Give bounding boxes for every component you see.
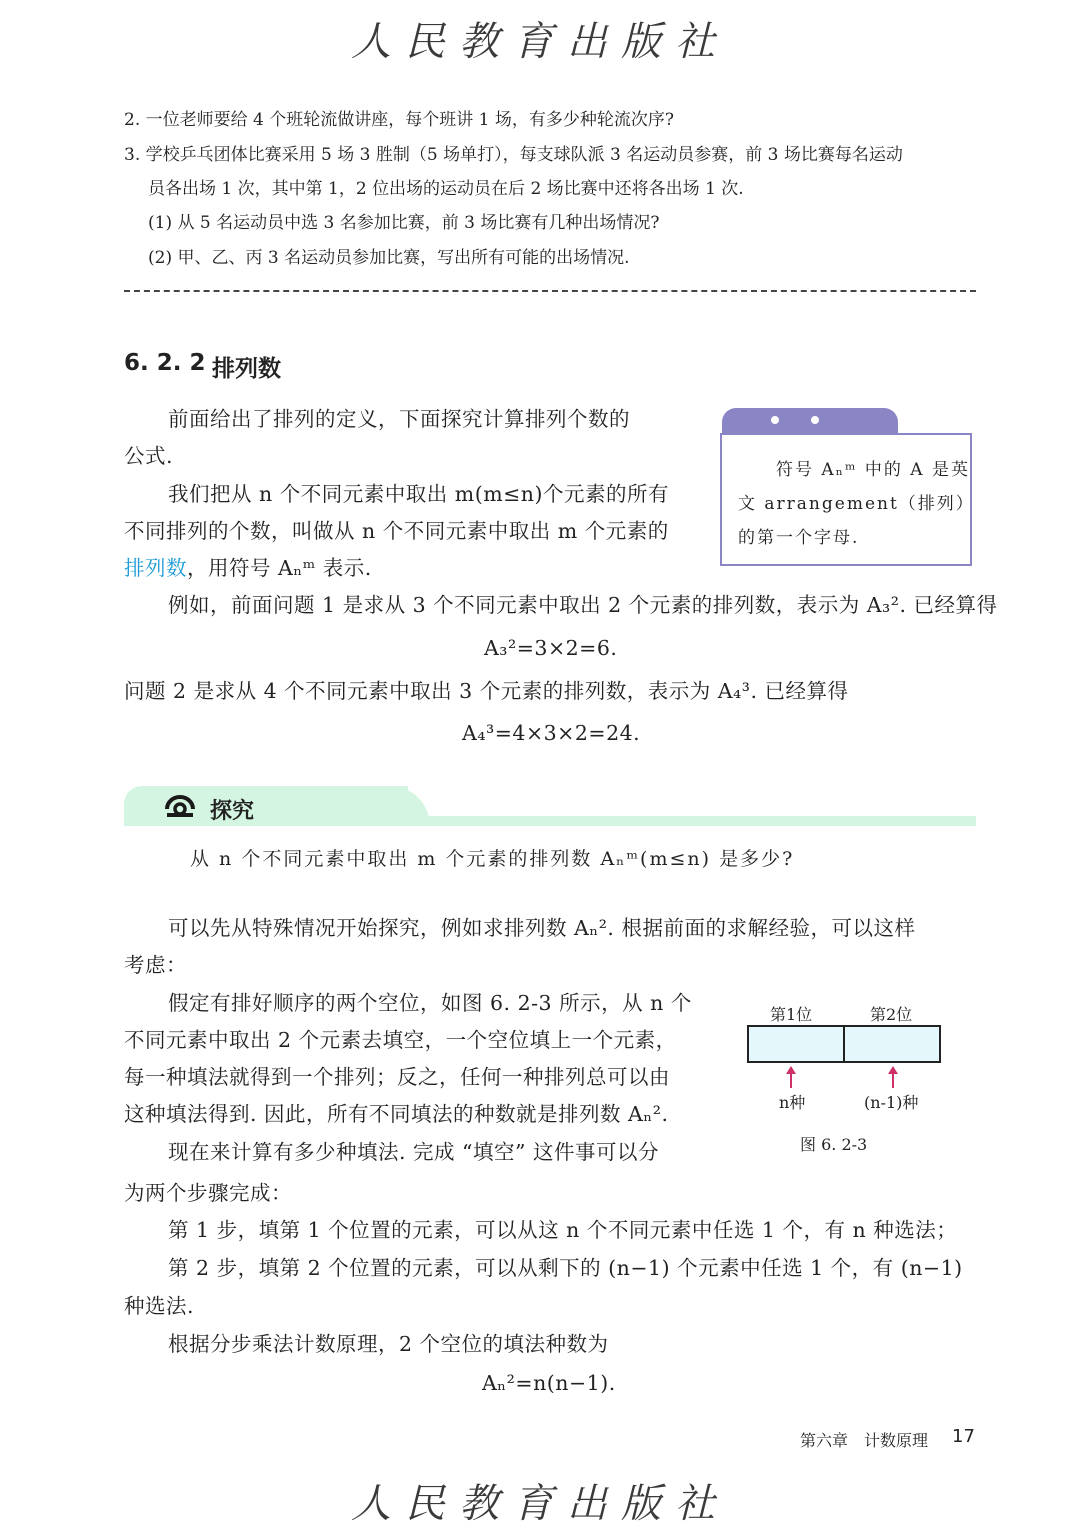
- section-divider: [124, 290, 976, 292]
- paragraph-2-line3: [124, 555, 372, 581]
- step-2-line2: 种选法.: [124, 1294, 195, 1318]
- figure-caption: 图 6. 2-3: [800, 1135, 868, 1154]
- paragraph-6-line4: 这种填法得到. 因此，所有不同填法的种数就是排列数 Aₙ².: [124, 1102, 669, 1126]
- paragraph-5-line1: 可以先从特殊情况开始探究，例如求排列数 Aₙ². 根据前面的求解经验，可以这样: [168, 916, 916, 940]
- step-2-line1: 第 2 步，填第 2 个位置的元素，可以从剩下的 (n−1) 个元素中任选 1 个，有 (n−1): [168, 1256, 963, 1280]
- paragraph-6-line3: 每一种填法就得到一个排列；反之，任何一种排列总可以由: [124, 1065, 670, 1089]
- step-1: 第 1 步，填第 1 个位置的元素，可以从这 n 个不同元素中任选 1 个，有 n 种选法；: [168, 1218, 958, 1242]
- explore-title: 探究: [210, 799, 255, 824]
- figure-slot1-label: 第1位: [770, 1005, 813, 1024]
- paragraph-2-line2: 不同排列的个数，叫做从 n 个不同元素中取出 m 个元素的: [124, 519, 669, 543]
- paragraph-4-line1: 问题 2 是求从 4 个不同元素中取出 3 个元素的排列数，表示为 A₄³. 已经算得: [124, 679, 849, 703]
- exercise-2: 2. 一位老师要给 4 个班轮流做讲座，每个班讲 1 场，有多少种轮流次序?: [124, 110, 674, 130]
- paragraph-7-line2: 为两个步骤完成：: [124, 1181, 292, 1205]
- exercise-3-line1: 3. 学校乒乓团体比赛采用 5 场 3 胜制（5 场单打），每支球队派 3 名运动员参赛，前 3 场比赛每名运动: [124, 145, 903, 165]
- figure-choice-2: (n-1)种: [864, 1093, 919, 1112]
- paragraph-6-line1: 假定有排好顺序的两个空位，如图 6. 2-3 所示，从 n 个: [168, 991, 692, 1015]
- note-tab: [722, 408, 898, 435]
- note-line3: 的第一个字母.: [738, 528, 860, 548]
- equation-3: Aₙ²=n(n−1).: [482, 1371, 616, 1395]
- paragraph-2-line1: 我们把从 n 个不同元素中取出 m(m≤n)个元素的所有: [168, 482, 670, 506]
- exercise-3-sub2: (2) 甲、乙、丙 3 名运动员参加比赛，写出所有可能的出场情况.: [148, 248, 630, 268]
- footer-chapter: 第六章 计数原理: [800, 1431, 929, 1450]
- paragraph-3-line1: 例如，前面问题 1 是求从 3 个不同元素中取出 2 个元素的排列数，表示为 A₃². 已经算得: [168, 593, 998, 617]
- publisher-watermark-top: 人民教育出版社: [351, 19, 729, 65]
- exercise-3-sub1: (1) 从 5 名运动员中选 3 名参加比赛，前 3 场比赛有几种出场情况?: [148, 213, 660, 233]
- figure-slot-1: [747, 1025, 845, 1063]
- arrow-shaft: [892, 1072, 894, 1088]
- paragraph-8: 根据分步乘法计数原理，2 个空位的填法种数为: [168, 1332, 609, 1356]
- note-line1: 符号 Aₙᵐ 中的 A 是英: [776, 460, 970, 480]
- arrow-shaft: [790, 1072, 792, 1088]
- explore-icon: [164, 792, 196, 820]
- explore-question: 从 n 个不同元素中取出 m 个元素的排列数 Aₙᵐ(m≤n) 是多少?: [190, 848, 795, 870]
- term-permutation-number: 排列数: [124, 556, 187, 580]
- paragraph-2-line3-rest: ，用符号 Aₙᵐ 表示.: [187, 556, 372, 580]
- figure-choice-1: n种: [779, 1093, 806, 1112]
- note-line2: 文 arrangement（排列）: [738, 494, 975, 514]
- figure-slot-2: [843, 1025, 941, 1063]
- note-dot-icon: [811, 416, 819, 424]
- equation-1: A₃²=3×2=6.: [484, 636, 618, 660]
- note-dot-icon: [771, 416, 779, 424]
- explore-tab-edge: [370, 786, 430, 826]
- equation-2: A₄³=4×3×2=24.: [462, 721, 641, 745]
- paragraph-1-line2: 公式.: [124, 444, 174, 468]
- exercise-3-line2: 员各出场 1 次，其中第 1，2 位出场的运动员在后 2 场比赛中还将各出场 1 次.: [148, 179, 744, 199]
- paragraph-6-line2: 不同元素中取出 2 个元素去填空，一个空位填上一个元素，: [124, 1028, 677, 1052]
- section-title: 排列数: [212, 356, 281, 382]
- paragraph-5-line2: 考虑：: [124, 953, 187, 977]
- paragraph-7-line1: 现在来计算有多少种填法. 完成 “填空” 这件事可以分: [168, 1140, 660, 1164]
- paragraph-1-line1: 前面给出了排列的定义，下面探究计算排列个数的: [168, 407, 630, 431]
- figure-slot2-label: 第2位: [870, 1005, 913, 1024]
- page-number: 17: [952, 1426, 975, 1447]
- publisher-watermark-bottom: 人民教育出版社: [351, 1481, 729, 1527]
- section-number: 6. 2. 2: [124, 350, 206, 376]
